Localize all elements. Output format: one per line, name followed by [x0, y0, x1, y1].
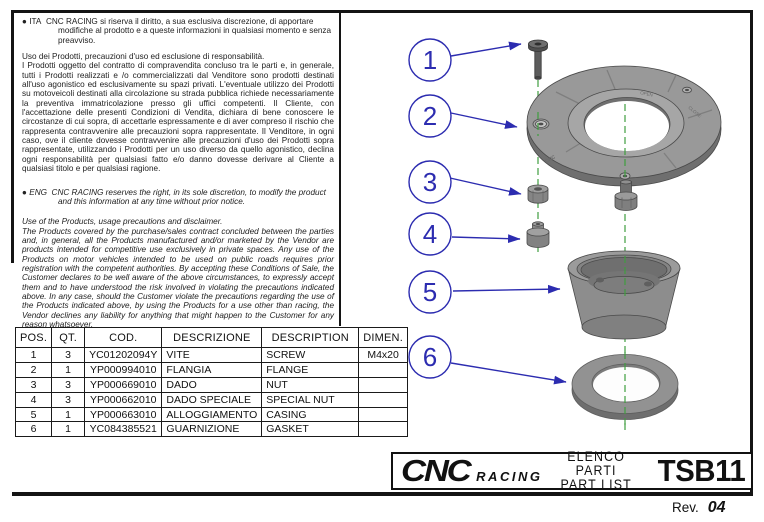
title-block [391, 449, 753, 492]
callout-5 [409, 271, 451, 313]
cell-qt: 3 [52, 377, 85, 392]
subtitle-line-1: ELENCO PARTI [567, 449, 626, 478]
cell-qt: 1 [52, 362, 85, 377]
cell-pos: 6 [16, 422, 52, 437]
leader-arrow-2 [451, 113, 517, 127]
ita-lang-tag: ITA [29, 17, 42, 26]
eng-heading: Use of the Products, usage precautions and disclaimer. [22, 217, 223, 227]
revision [672, 499, 726, 517]
cell-cod: YC084385521 [85, 422, 162, 437]
eng-bullet: ● [22, 187, 27, 197]
cell-cod: YP000663010 [85, 407, 162, 422]
disclaimer-notes [22, 17, 334, 329]
flange-engraving-cnc: CNC [544, 154, 557, 165]
cell-pos: 5 [16, 407, 52, 422]
callout-3 [409, 161, 451, 203]
cell-pos: 3 [16, 377, 52, 392]
callout-4-number: 4 [422, 219, 438, 249]
flange-engraving-open: OPEN [639, 90, 654, 98]
frame-top-border [12, 10, 753, 13]
cell-descrizione: DADO SPECIALE [162, 392, 262, 407]
leader-arrow-6 [451, 363, 566, 382]
cell-pos: 2 [16, 362, 52, 377]
flange-part [527, 66, 721, 211]
cell-descrizione: FLANGIA [162, 362, 262, 377]
special-nut-part [527, 222, 549, 248]
frame-left-border [11, 10, 14, 263]
cell-cod: YP000669010 [85, 377, 162, 392]
callout-4 [409, 213, 451, 255]
revision-label: Rev. [672, 500, 699, 515]
flange-engraving-close: CLOSE [687, 104, 703, 119]
col-header-descrizione: DESCRIZIONE [162, 328, 262, 348]
cell-description: SPECIAL NUT [262, 392, 359, 407]
callout-balloons [409, 39, 451, 378]
logo-racing-text: RACING [476, 469, 543, 484]
casing-part [568, 251, 680, 339]
cell-descrizione: GUARNIZIONE [162, 422, 262, 437]
subtitle-line-2: PART LIST [560, 477, 633, 492]
nut-part [528, 185, 548, 203]
callout-1 [409, 39, 451, 81]
col-header-dimen: DIMEN. [359, 328, 408, 348]
callout-3-number: 3 [422, 167, 438, 197]
screw-part [529, 40, 548, 79]
frame-bottom-border [12, 492, 753, 496]
cell-cod: YP000662010 [85, 392, 162, 407]
callout-6-number: 6 [422, 342, 438, 372]
drawing-code: TSB11 [657, 453, 745, 488]
cell-description: GASKET [262, 422, 359, 437]
callout-1-number: 1 [422, 45, 438, 75]
col-header-qt: QT. [52, 328, 85, 348]
cell-cod: YP000994010 [85, 362, 162, 377]
ita-intro [22, 17, 334, 45]
col-header-pos: POS. [16, 328, 52, 348]
ita-bullet: ● [22, 17, 27, 26]
cell-qt: 1 [52, 422, 85, 437]
callout-2-number: 2 [422, 101, 438, 131]
cell-descrizione: VITE [162, 348, 262, 363]
cnc-racing-logo [401, 453, 543, 488]
cell-dimen: M4x20 [359, 348, 408, 363]
callout-2 [409, 95, 451, 137]
cell-cod: YC01202094Y [85, 348, 162, 363]
callout-6 [409, 336, 451, 378]
cell-pos: 4 [16, 392, 52, 407]
cell-description: CASING [262, 407, 359, 422]
ita-intro-text: CNC RACING si riserva il diritto, a sua esclusiva discrezione, di apportare modifiche al prodotto e a queste informazioni in qualsiasi momento e senza preavviso. [45, 17, 332, 45]
exploded-view-diagram [345, 14, 755, 454]
cell-descrizione: ALLOGGIAMENTO [162, 407, 262, 422]
col-header-cod: COD. [85, 328, 162, 348]
ita-heading: Uso dei Prodotti, precauzioni d'uso ed esclusione di responsabilità. [22, 52, 265, 62]
leader-arrow-1 [451, 44, 521, 56]
leader-arrow-4 [452, 237, 520, 239]
eng-body: The Products covered by the purchase/sales contract concluded between the parties and, in general, all the Products manufactured and/or marketed by the Vendor are products intended for competitive use exclusively in private spaces. Any use of the Products on motor vehicles intended to be used on public roads requires prior registration with the competent authorities. By accepting these Conditions of Sale, the Customer declares to be well aware of the above circumstances, to expressly accept them and to have understood the risk involved in violating the precautions indicated above. In any case, should the Customer violate the precautions regarding the use of the Products indicated above, by using the Products for a use other than racing, the Vendor declines any liability for anything that might happen to the Customer for any reason whatsoever. [22, 226, 334, 329]
notes-box-right-border [339, 10, 341, 326]
logo-cnc-text: CNC [401, 453, 470, 488]
cell-description: SCREW [262, 348, 359, 363]
cell-description: NUT [262, 377, 359, 392]
cell-descrizione: DADO [162, 377, 262, 392]
callout-5-number: 5 [422, 277, 438, 307]
title-block-subtitle [547, 450, 647, 492]
eng-intro [22, 188, 334, 207]
col-header-description: DESCRIPTION [262, 328, 359, 348]
leader-arrow-3 [450, 178, 521, 194]
cell-description: FLANGE [262, 362, 359, 377]
cell-qt: 3 [52, 392, 85, 407]
eng-intro-text: CNC RACING reserves the right, in its sole discretion, to modify the product and this information at any time without prior notice. [51, 187, 326, 206]
cell-qt: 3 [52, 348, 85, 363]
cell-pos: 1 [16, 348, 52, 363]
eng-lang-tag: ENG [29, 187, 47, 197]
leader-arrow-5 [453, 289, 560, 291]
ita-body: I Prodotti oggetto del contratto di compravendita concluso tra le parti e, in generale, tutti i Prodotti realizzati e /o commercializzati dal Venditore sono prodotti destinati all'uso agonistico ed esclusivamente su spazi privati. L'eventuale utilizzo dei Prodotti su motoveicoli destinati alla circolazione su strada pubblica richiede necessariamente la preventiva immatricolazione presso gli uffici competenti. Il Cliente, con l'accettazione delle presenti Condizioni di Vendita, dichiara di bene conoscere le circostanze di cui sopra, di accettarle espressamente e di aver compreso il rischio che rappresenta contravvenire alle precauzioni sopra rappresentate. Il Venditore, in ogni caso, ove il cliente dovesse contravvenire alle precauzioni d'uso dei Prodotti sopra rappresentate, utilizzando i Prodotti per un uso diverso da quello agonistico, declina ogni responsabilità per qualsiasi fatto e/o danno dovesse derivare al Cliente a qualsiasi titolo e per qualsiasi ragione. [22, 61, 334, 174]
cell-qt: 1 [52, 407, 85, 422]
revision-value: 04 [707, 499, 726, 516]
